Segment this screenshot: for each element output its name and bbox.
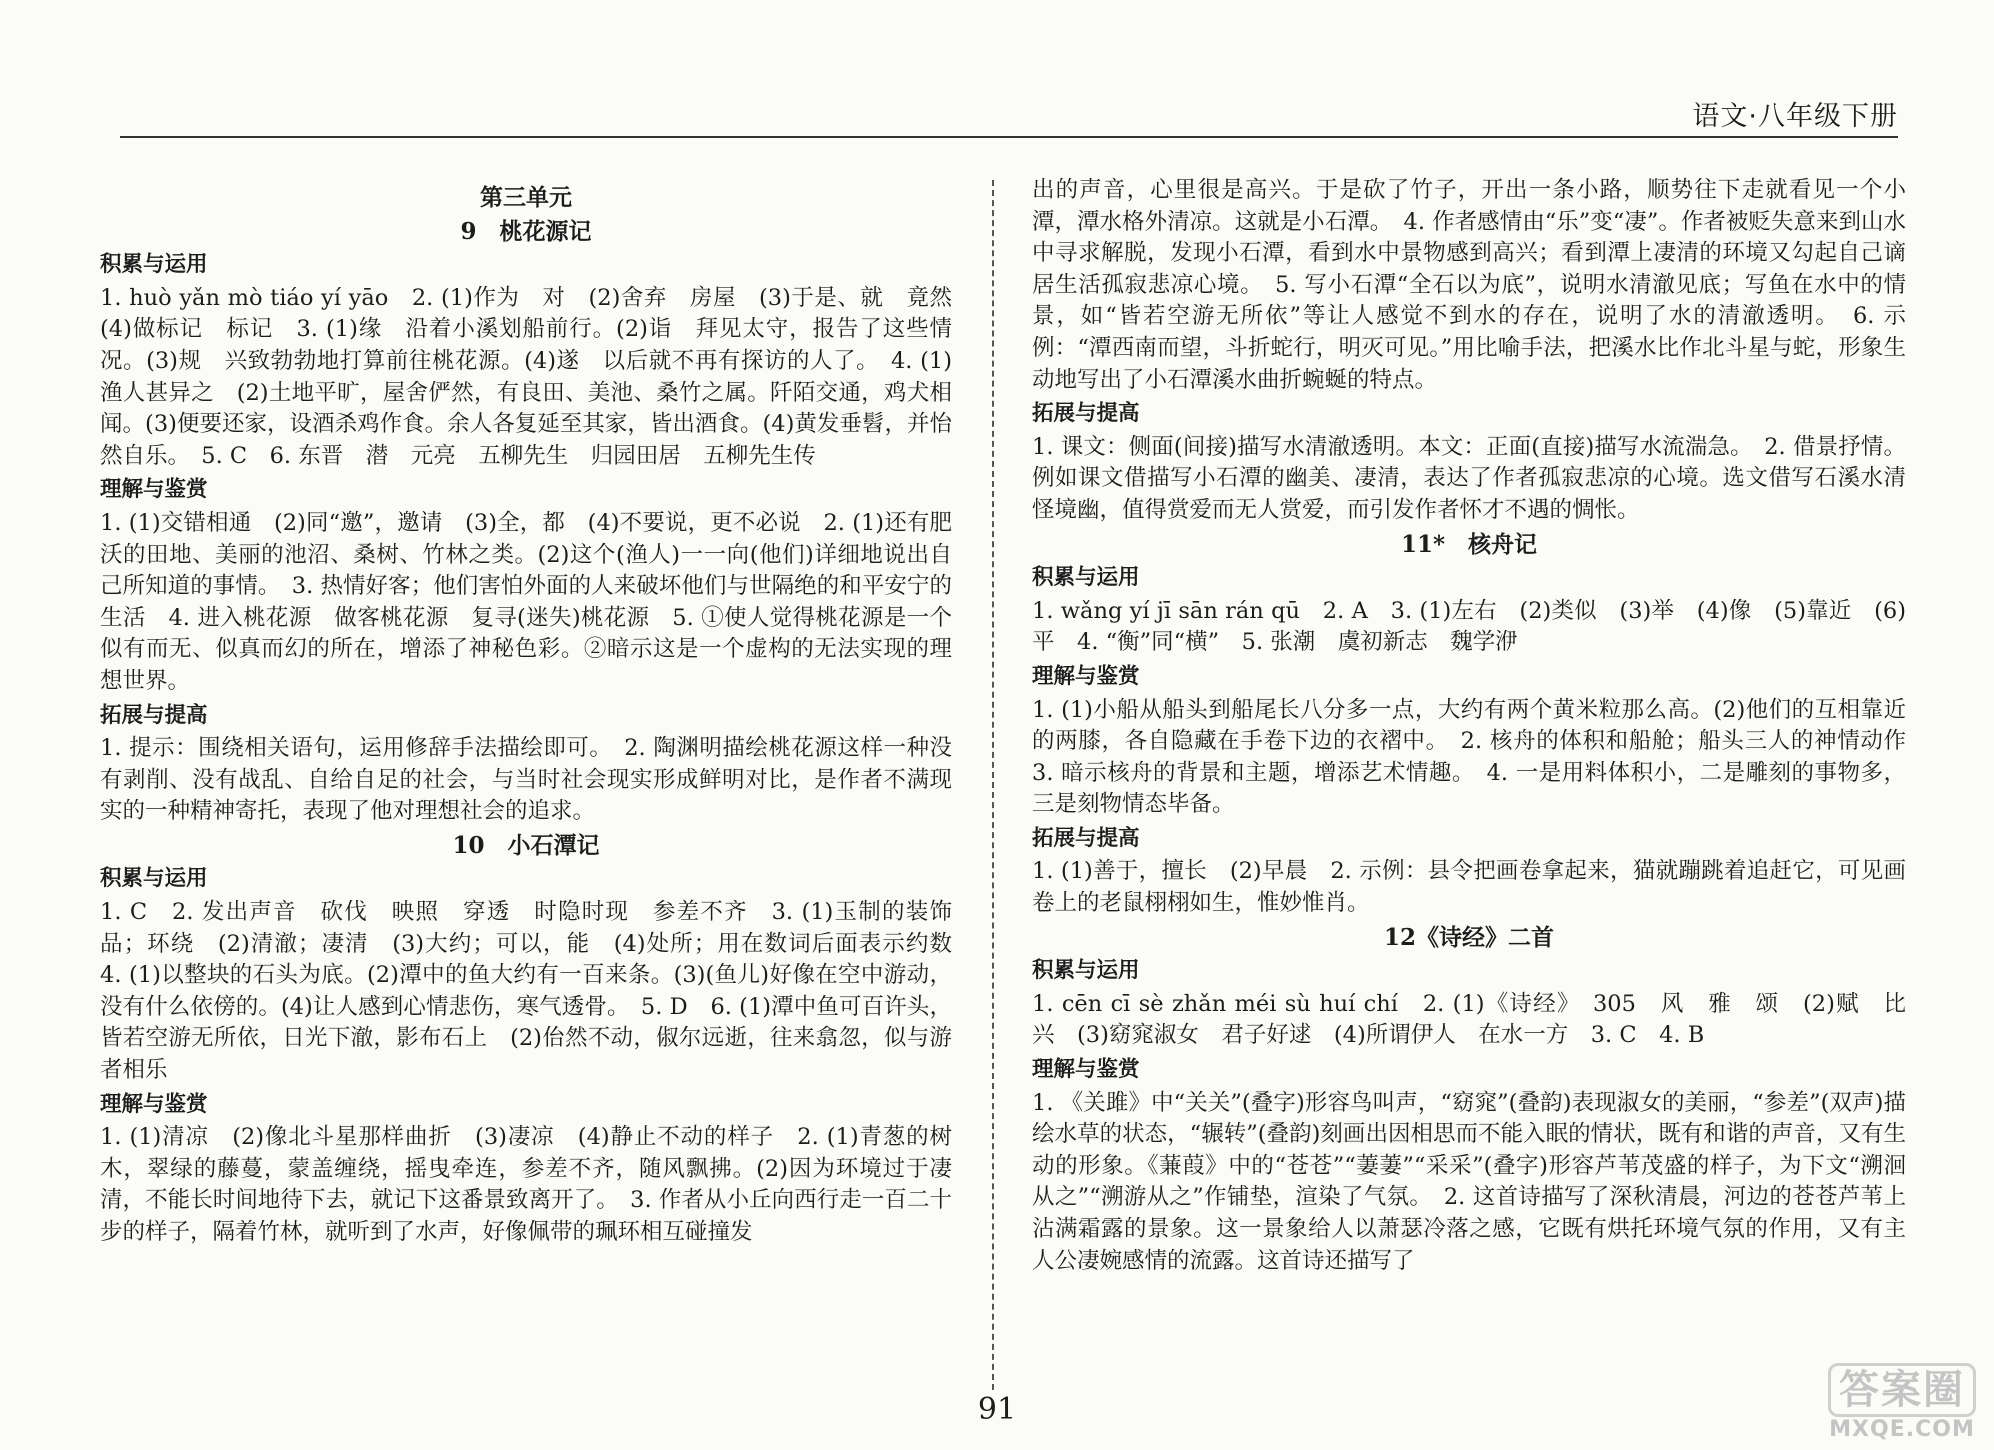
answer-paragraph: 1. 《关雎》中“关关”(叠字)形容鸟叫声，“窈窕”(叠韵)表现淑女的美丽，“参差”(双声)描绘水草的状态，“辗转”(叠韵)刻画出因相思而不能入眠的情状，既有和谐的声音，又有生动的形象。《蒹葭》中的“苍苍”“萋萋”“采采”(叠字)形容芦苇茂盛的样子，为下文“溯洄从之”“溯游从之”作铺垫，渲染了气氛。 2. 这首诗描写了深秋清晨，河边的苍苍芦苇上沾满霜露的景象。这一景象给人以萧瑟冷落之感，它既有烘托环境气氛的作用，又有主人公凄婉感情的流露。这首诗还描写了: [1032, 1089, 1906, 1274]
section-heading: 理解与鉴赏: [1032, 663, 1140, 689]
section-heading: 积累与运用: [100, 252, 208, 278]
answer-paragraph: 1. cēn cī sè zhǎn méi sù huí chí 2. (1)《诗经》 305 风 雅 颂 (2)赋 比 兴 (3)窈窕淑女 君子好逑 (4)所谓伊人 在水一方 3. C 4. B: [1032, 990, 1929, 1049]
page-header-title: 语文·八年级下册: [1692, 101, 1898, 132]
answer-paragraph: 1. 提示：围绕相关语句，运用修辞手法描绘即可。 2. 陶渊明描绘桃花源这样一种没有剥削、没有战乱、自给自足的社会，与当时社会现实形成鲜明对比，是作者不满现实的一种精神寄托，表现了他对理想社会的追求。: [100, 735, 952, 825]
section-heading: 理解与鉴赏: [100, 477, 208, 503]
section-heading: 积累与运用: [1032, 958, 1140, 984]
answer-paragraph: 1. huò yǎn mò tiáo yí yāo 2. (1)作为 对 (2)舍弃 房屋 (3)于是、就 竟然 (4)做标记 标记 3. (1)缘 沿着小溪划船前行。(2)诣 拜见太守，报告了这些情况。(3)规 兴致勃勃地打算前往桃花源。(4)遂 以后就不再有探访的人了。 4. (1)渔人甚异之 (2)土地平旷，屋舍俨然，有良田、美池、桑竹之属。阡陌交通，鸡犬相闻。(3)便要还家，设酒杀鸡作食。余人各复延至其家，皆出酒食。(4)黄发垂髫，并怡然自乐。 5. C 6. 东晋 潜 元亮 五柳先生 归园田居 五柳先生传: [100, 284, 975, 469]
header-rule: [120, 136, 1898, 138]
answer-paragraph: 1. (1)善于，擅长 (2)早晨 2. 示例：县令把画卷拿起来，猫就蹦跳着追赶它，可见画卷上的老鼠栩栩如生，惟妙惟肖。: [1032, 858, 1906, 917]
unit-heading: 第三单元: [480, 184, 572, 211]
answer-paragraph: 1. (1)清凉 (2)像北斗星那样曲折 (3)凄凉 (4)静止不动的样子 2. (1)青葱的树木，翠绿的藤蔓，蒙盖缠绕，摇曳牵连，参差不齐，随风飘拂。(2)因为环境过于凄清，不能长时间地待下去，就记下这番景致离开了。 3. 作者从小丘向西行走一百二十步的样子，隔着竹林，就听到了水声，好像佩带的珮环相互碰撞发: [100, 1124, 952, 1245]
column-divider: [992, 180, 994, 1390]
watermark: [1828, 1363, 1976, 1442]
answer-paragraph: 1. (1)交错相通 (2)同“邀”，邀请 (3)全，都 (4)不要说，更不必说 2. (1)还有肥沃的田地、美丽的池沼、桑树、竹林之类。(2)这个(渔人)一一向(他们)详细地说出自己所知道的事情。 3. 热情好客；他们害怕外面的人来破坏他们与世隔绝的和平安宁的生活 4. 进入桃花源 做客桃花源 复寻(迷失)桃花源 5. ①使人觉得桃花源是一个似有而无、似真而幻的所在，增添了神秘色彩。②暗示这是一个虚构的无法实现的理想世界。: [100, 509, 952, 694]
answer-paragraph: 出的声音，心里很是高兴。于是砍了竹子，开出一条小路，顺势往下走就看见一个小潭，潭水格外清凉。这就是小石潭。 4. 作者感情由“乐”变“凄”。作者被贬失意来到山水中寻求解脱，发现小石潭，看到水中景物感到高兴；看到潭上凄清的环境又勾起自己谪居生活孤寂悲凉心境。 5. 写小石潭“全石以为底”，说明水清澈见底；写鱼在水中的情景，如“皆若空游无所依”等让人感觉不到水的存在，说明了水的清澈透明。 6. 示例：“潭西南而望，斗折蛇行，明灭可见。”用比喻手法，把溪水比作北斗星与蛇，形象生动地写出了小石潭溪水曲折蜿蜒的特点。: [1032, 177, 1906, 393]
watermark-logo: 答案圈: [1828, 1363, 1976, 1417]
section-heading: 拓展与提高: [1032, 825, 1140, 851]
section-heading: 积累与运用: [1032, 565, 1140, 591]
lesson-heading: 9 桃花源记: [460, 217, 592, 245]
section-heading: 理解与鉴赏: [100, 1091, 208, 1117]
right-column: [1032, 175, 1929, 1277]
section-heading: 拓展与提高: [100, 702, 208, 728]
answer-paragraph: 1. wǎng yí jī sān rán qū 2. A 3. (1)左右 (2)类似 (3)举 (4)像 (5)靠近 (6)平 4. “衡”同“横” 5. 张潮 虞初新志 魏学洢: [1032, 597, 1906, 656]
page-number: 91: [977, 1392, 1017, 1427]
answer-paragraph: 1. 课文：侧面(间接)描写水清澈透明。本文：正面(直接)描写水流湍急。 2. 借景抒情。例如课文借描写小石潭的幽美、凄清，表达了作者孤寂悲凉的心境。选文借写石溪水清怪境幽，值得赏爱而无人赏爱，而引发作者怀才不遇的惆怅。: [1032, 433, 1906, 523]
lesson-heading: 11* 核舟记: [1400, 530, 1538, 558]
answer-paragraph: 1. (1)小船从船头到船尾长八分多一点，大约有两个黄米粒那么高。(2)他们的互相靠近的两膝，各自隐藏在手卷下边的衣褶中。 2. 核舟的体积和船舱；船头三人的神情动作 3. 暗示核舟的背景和主题，增添艺术情趣。 4. 一是用料体积小，二是雕刻的事物多，三是刻物情态毕备。: [1032, 696, 1929, 818]
lesson-heading: 12《诗经》二首: [1383, 923, 1554, 951]
section-heading: 积累与运用: [100, 866, 208, 892]
watermark-url: MXQE.COM: [1829, 1417, 1975, 1442]
left-column: [100, 180, 975, 1249]
lesson-heading: 10 小石潭记: [452, 831, 600, 859]
answer-paragraph: 1. C 2. 发出声音 砍伐 映照 穿透 时隐时现 参差不齐 3. (1)玉制的装饰品；环绕 (2)清澈；凄清 (3)大约；可以，能 (4)处所；用在数词后面表示约数 4. (1)以整块的石头为底。(2)潭中的鱼大约有一百来条。(3)(鱼儿)好像在空中游动，没有什么依傍的。(4)让人感到心情悲伤，寒气透骨。 5. D 6. (1)潭中鱼可百许头，皆若空游无所依，日光下澈，影布石上 (2)佁然不动，俶尔远逝，往来翕忽，似与游者相乐: [100, 899, 975, 1084]
section-heading: 拓展与提高: [1032, 401, 1140, 427]
section-heading: 理解与鉴赏: [1032, 1057, 1140, 1083]
